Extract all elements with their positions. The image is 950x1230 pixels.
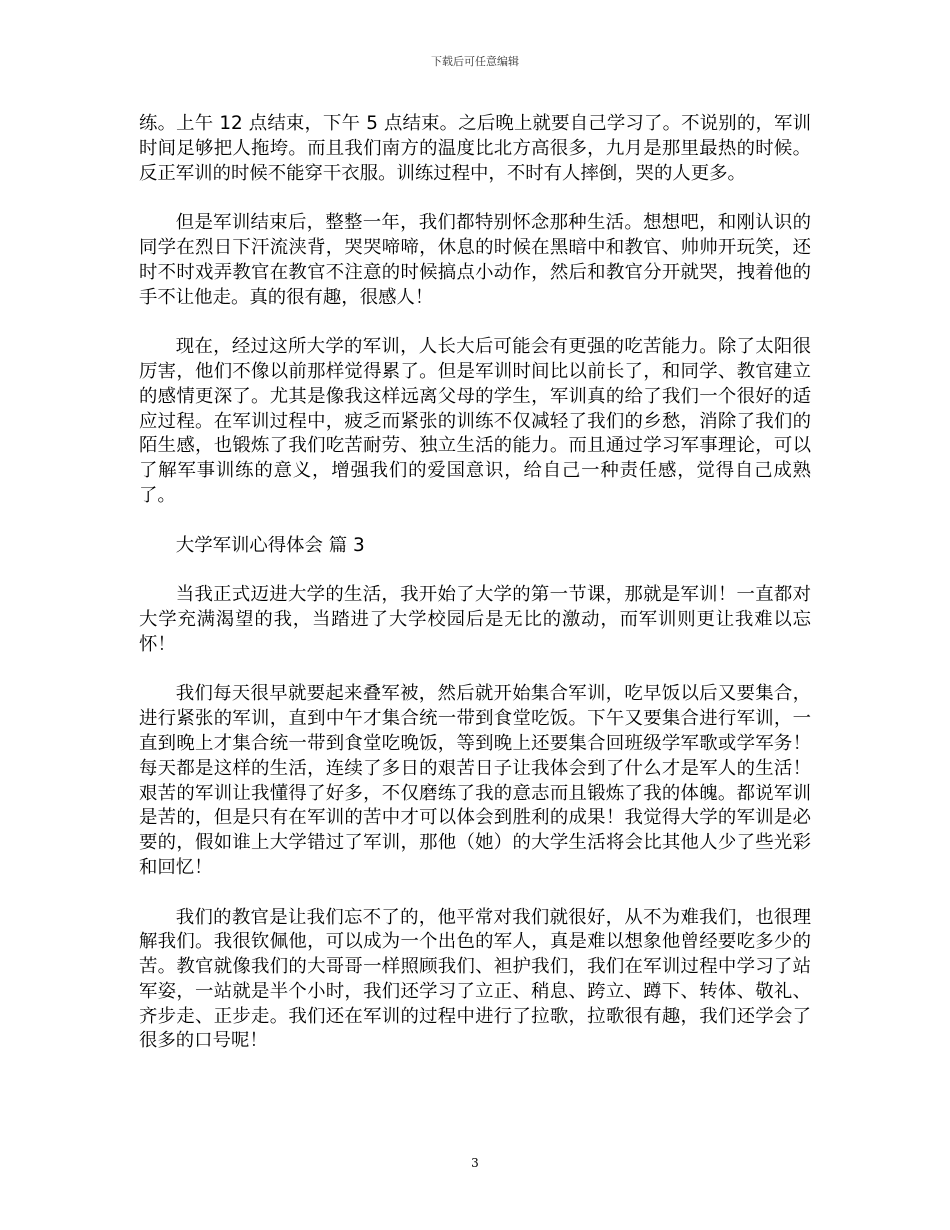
paragraph-6: 我们的教官是让我们忘不了的，他平常对我们就很好，从不为难我们，也很理解我们。我很钦佩他，可以成为一个出色的军人，真是难以想象他曾经要吃多少的苦。教官就像我们的大哥哥一样照顾我们、袒护我们，我们在军训过程中学习了站军姿，一站就是半个小时，我们还学习了立正、稍息、跨立、蹲下、转体、敬礼、齐步走、正步走。我们还在军训的过程中进行了拉歌，拉歌很有趣，我们还学会了很多的口号呢！ [139,906,811,1052]
section-heading: 大学军训心得体会 篇 3 [175,534,365,556]
document-body [139,112,811,1079]
paragraph-2: 但是军训结束后，整整一年，我们都特别怀念那种生活。想想吧，和刚认识的同学在烈日下汗流浃背，哭哭啼啼，休息的时候在黑暗中和教官、帅帅开玩笑，还时不时戏弄教官在教官不注意的时候搞点小动作，然后和教官分开就哭，拽着他的手不让他走。真的很有趣，很感人！ [139,212,811,308]
page-number: 3 [471,1156,479,1170]
paragraph-3: 现在，经过这所大学的军训，人长大后可能会有更强的吃苦能力。除了太阳很厉害，他们不像以前那样觉得累了。但是军训时间比以前长了，和同学、教官建立的感情更深了。尤其是像我这样远离父母的学生，军训真的给了我们一个很好的适应过程。在军训过程中，疲乏而紧张的训练不仅减轻了我们的乡愁，消除了我们的陌生感，也锻炼了我们吃苦耐劳、独立生活的能力。而且通过学习军事理论，可以了解军事训练的意义，增强我们的爱国意识，给自己一种责任感，觉得自己成熟了。 [139,336,811,506]
paragraph-5: 我们每天很早就要起来叠军被，然后就开始集合军训，吃早饭以后又要集合，进行紧张的军训，直到中午才集合统一带到食堂吃饭。下午又要集合进行军训，一直到晚上才集合统一带到食堂吃晚饭，等到晚上还要集合回班级学军歌或学军务！每天都是这样的生活，连续了多日的艰苦日子让我体会到了什么才是军人的生活！艰苦的军训让我懂得了好多，不仅磨练了我的意志而且锻炼了我的体魄。都说军训是苦的，但是只有在军训的苦中才可以体会到胜利的成果！我觉得大学的军训是必要的，假如谁上大学错过了军训，那他（她）的大学生活将会比其他人少了些光彩和回忆！ [139,683,811,878]
paragraph-1: 练。上午 12 点结束，下午 5 点结束。之后晚上就要自己学习了。不说别的，军训时间足够把人拖垮。而且我们南方的温度比北方高很多，九月是那里最热的时候。反正军训的时候不能穿干衣服。训练过程中，不时有人摔倒，哭的人更多。 [139,113,811,184]
paragraph-4: 当我正式迈进大学的生活，我开始了大学的第一节课，那就是军训！一直都对大学充满渴望的我，当踏进了大学校园后是无比的激动，而军训则更让我难以忘怀！ [139,584,811,655]
page-header: 下载后可任意编辑 [431,55,519,68]
